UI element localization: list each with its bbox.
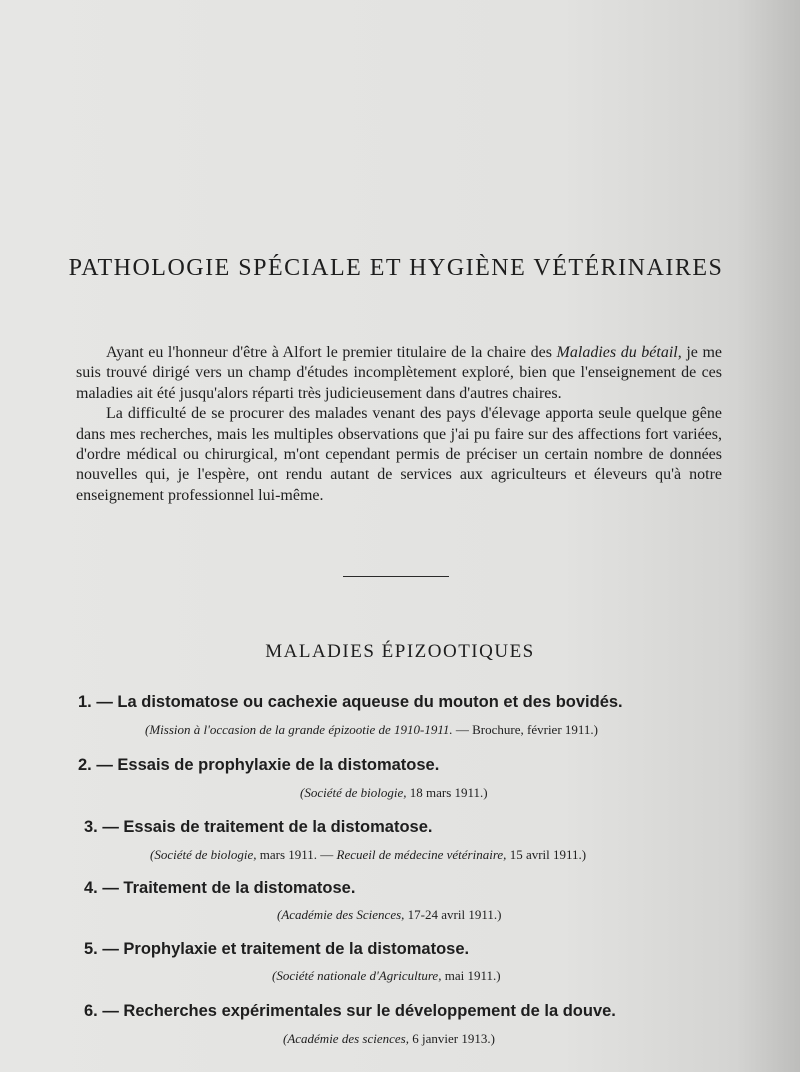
entry-3-reference (150, 847, 586, 863)
entry-4-reference (277, 907, 501, 923)
intro-text (76, 343, 722, 506)
intro-p1-end: , je me suis trouvé dirigé vers un champ d'études incomplètement exploré, bien que l'enseignement de ces maladies ait été jusqu'alors réparti très judicieusement dans d'autres chaires. (76, 344, 723, 402)
intro-paragraph-2: La difficulté de se procurer des malades venant des pays d'élevage apporta seule quelque gêne dans mes recherches, mais les multiples observations que j'ai pu faire sur des affections fort variées, d'ordre médical ou chirurgical, m'ont cependant permis de préciser un certain nombre de données nouvelles qui, je l'espère, ont rendu autant de services aux agriculteurs et éleveurs qu'à notre enseignement professionnel lui-même. (76, 405, 722, 504)
intro-p1-italic: Maladies du bétail (556, 344, 678, 361)
entry-2-reference (300, 785, 488, 801)
entry-6-title: 6. — Recherches expérimentales sur le développement de la douve. (84, 1002, 616, 1020)
entry-1-title: 1. — La distomatose ou cachexie aqueuse du mouton et des bovidés. (78, 693, 623, 711)
entry-5-reference (272, 968, 501, 984)
entry-5-ref-italic: (Société nationale d'Agriculture, (272, 968, 442, 983)
entry-4-ref-plain: 17-24 avril 1911.) (404, 907, 502, 922)
entry-1-reference (145, 722, 598, 738)
page-title: PATHOLOGIE SPÉCIALE ET HYGIÈNE VÉTÉRINAIRES (68, 255, 724, 281)
entry-3-ref-italic-2: Recueil de médecine vétérinaire, (336, 847, 507, 862)
entry-6-reference (283, 1031, 495, 1047)
entry-2-ref-plain: 18 mars 1911.) (406, 785, 488, 800)
section-divider (343, 576, 449, 577)
section-title: MALADIES ÉPIZOOTIQUES (265, 641, 535, 662)
intro-paragraph-1 (76, 343, 722, 404)
entry-1-ref-plain: — Brochure, février 1911.) (452, 722, 598, 737)
entry-2-title: 2. — Essais de prophylaxie de la distomatose. (78, 756, 440, 774)
entry-6-ref-plain: 6 janvier 1913.) (408, 1031, 495, 1046)
entry-4-title: 4. — Traitement de la distomatose. (84, 879, 356, 897)
entry-5-ref-plain: mai 1911.) (441, 968, 501, 983)
entry-6-ref-italic: (Académie des sciences, (283, 1031, 409, 1046)
entry-5-title: 5. — Prophylaxie et traitement de la distomatose. (84, 940, 470, 958)
entry-3-ref-italic-1: (Société de biologie, (150, 847, 257, 862)
entry-3-title: 3. — Essais de traitement de la distomatose. (84, 818, 433, 836)
entry-4-ref-italic: (Académie des Sciences, (277, 907, 405, 922)
entry-3-ref-plain-1: mars 1911. — (256, 847, 337, 862)
entry-1-ref-italic: (Mission à l'occasion de la grande épizootie de 1910-1911. (145, 722, 453, 737)
intro-p1-start: Ayant eu l'honneur d'être à Alfort le premier titulaire de la chaire des (106, 344, 557, 361)
entry-2-ref-italic: (Société de biologie, (300, 785, 407, 800)
entry-3-ref-plain-2: 15 avril 1911.) (506, 847, 587, 862)
